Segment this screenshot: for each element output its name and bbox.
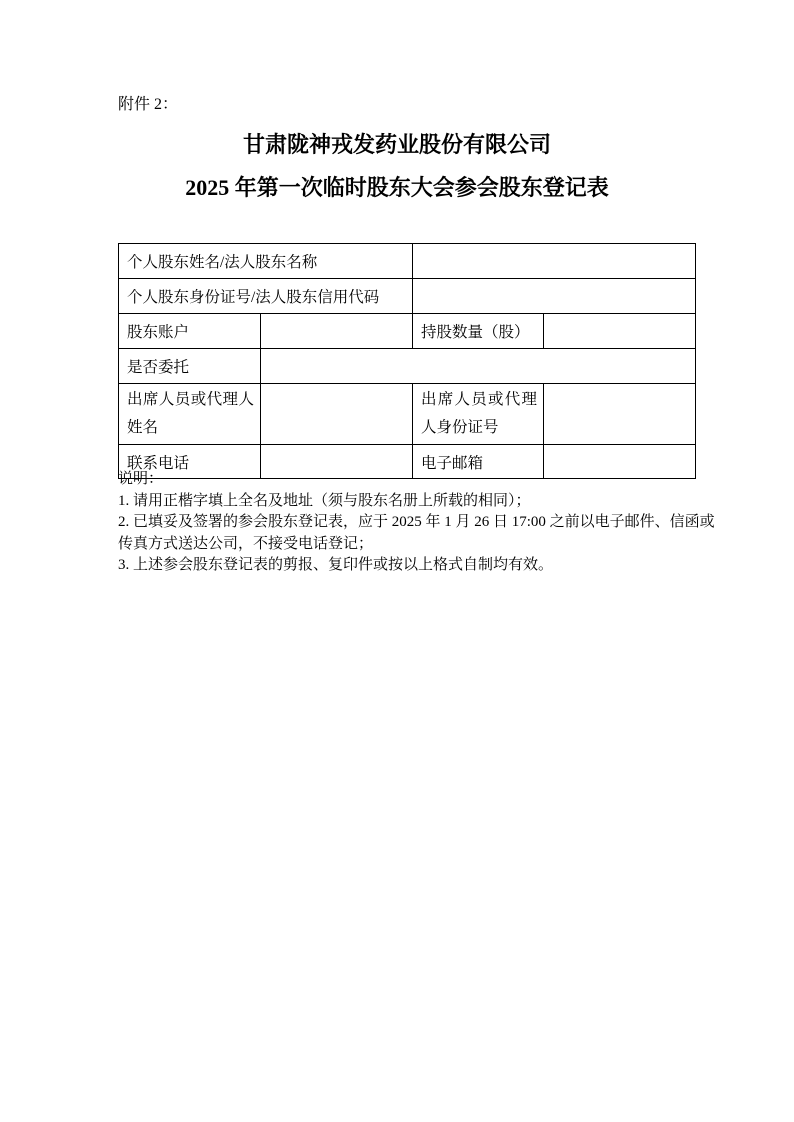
attachment-label: 附件 2：: [118, 96, 179, 113]
document-subtitle: 2025 年第一次临时股东大会参会股东登记表: [185, 175, 609, 200]
attendee-id-value-cell: [544, 384, 696, 445]
note-line-2: 2. 已填妥及签署的参会股东登记表，应于 2025 年 1 月 26 日 17:00 之前以电子邮件、信函或: [118, 514, 715, 530]
shareholder-name-label-cell: 个人股东姓名/法人股东名称: [119, 244, 413, 279]
attendee-id-label-cell: 出席人员或代理人身份证号: [413, 384, 544, 445]
shareholding-quantity-value-cell: [544, 314, 696, 349]
registration-table: [118, 243, 696, 479]
email-label-cell: 电子邮箱: [413, 445, 544, 479]
table-row-shareholder-id: [119, 279, 696, 314]
shareholder-account-value-cell: [261, 314, 413, 349]
shareholder-name-value-cell: [413, 244, 696, 279]
table-row-proxy-status: [119, 349, 696, 384]
shareholder-id-value-cell: [413, 279, 696, 314]
table-row-attendee: [119, 384, 696, 445]
shareholding-quantity-label-cell: 持股数量（股）: [413, 314, 544, 349]
document-title: 甘肃陇神戎发药业股份有限公司: [242, 132, 551, 157]
note-line-2-continued: 传真方式送达公司，不接受电话登记；: [118, 535, 374, 552]
shareholder-id-label-cell: 个人股东身份证号/法人股东信用代码: [119, 279, 413, 314]
table-row-shareholder-name: [119, 244, 696, 279]
proxy-status-value-cell: [261, 349, 696, 384]
shareholder-account-label-cell: 股东账户: [119, 314, 261, 349]
attendee-name-value-cell: [261, 384, 413, 445]
note-line-1: 1. 请用正楷字填上全名及地址（须与股东名册上所载的相同）；: [118, 492, 531, 509]
notes-section: [118, 469, 718, 577]
proxy-status-label-cell: 是否委托: [119, 349, 261, 384]
note-line-3: 3. 上述参会股东登记表的剪报、复印件或按以上格式自制均有效。: [118, 557, 554, 573]
attendee-name-label-cell: 出席人员或代理人姓名: [119, 384, 261, 445]
notes-heading: 说明：: [118, 471, 164, 487]
contact-phone-label-cell: 联系电话: [119, 445, 261, 479]
table-row-account-and-shares: [119, 314, 696, 349]
